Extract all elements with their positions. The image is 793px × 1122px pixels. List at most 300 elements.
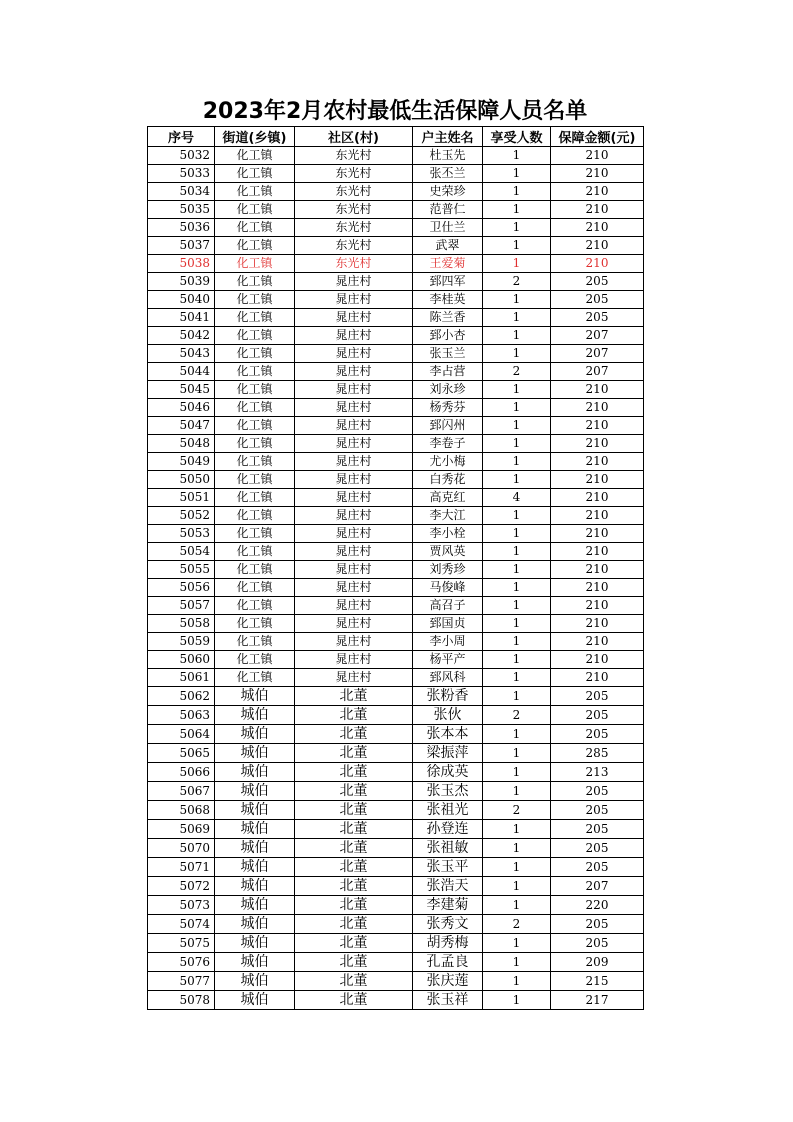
cell-index: 5042	[148, 327, 215, 345]
cell-amount: 210	[551, 561, 644, 579]
cell-index: 5035	[148, 201, 215, 219]
cell-town: 化工镇	[215, 561, 295, 579]
table-row	[148, 687, 644, 706]
cell-village: 东光村	[295, 255, 413, 273]
cell-householder: 张秀文	[413, 915, 483, 934]
cell-amount: 215	[551, 972, 644, 991]
cell-village: 北董	[295, 991, 413, 1010]
cell-town: 化工镇	[215, 363, 295, 381]
cell-householder: 史荣珍	[413, 183, 483, 201]
table-row	[148, 543, 644, 561]
cell-amount: 210	[551, 255, 644, 273]
table-row	[148, 744, 644, 763]
cell-count: 1	[483, 201, 551, 219]
cell-amount: 205	[551, 706, 644, 725]
cell-count: 1	[483, 219, 551, 237]
cell-town: 化工镇	[215, 597, 295, 615]
cell-amount: 205	[551, 801, 644, 820]
table-row	[148, 219, 644, 237]
cell-householder: 张本本	[413, 725, 483, 744]
cell-index: 5077	[148, 972, 215, 991]
table-row	[148, 782, 644, 801]
cell-village: 东光村	[295, 165, 413, 183]
cell-householder: 郅国贞	[413, 615, 483, 633]
cell-householder: 胡秀梅	[413, 934, 483, 953]
table-row	[148, 820, 644, 839]
cell-index: 5044	[148, 363, 215, 381]
cell-index: 5036	[148, 219, 215, 237]
cell-amount: 210	[551, 633, 644, 651]
cell-index: 5063	[148, 706, 215, 725]
cell-householder: 张玉杰	[413, 782, 483, 801]
cell-village: 东光村	[295, 219, 413, 237]
cell-index: 5040	[148, 291, 215, 309]
cell-householder: 张玉兰	[413, 345, 483, 363]
table-row	[148, 877, 644, 896]
cell-village: 北董	[295, 858, 413, 877]
cell-village: 晁庄村	[295, 399, 413, 417]
cell-amount: 205	[551, 858, 644, 877]
header-index: 序号	[148, 127, 215, 147]
cell-count: 1	[483, 651, 551, 669]
cell-householder: 张庆莲	[413, 972, 483, 991]
table-row	[148, 471, 644, 489]
cell-amount: 210	[551, 669, 644, 687]
table-row	[148, 435, 644, 453]
cell-village: 北董	[295, 687, 413, 706]
cell-count: 1	[483, 291, 551, 309]
cell-town: 化工镇	[215, 237, 295, 255]
cell-amount: 210	[551, 489, 644, 507]
cell-village: 晁庄村	[295, 597, 413, 615]
cell-amount: 210	[551, 525, 644, 543]
cell-householder: 李卷子	[413, 435, 483, 453]
table-row	[148, 165, 644, 183]
table-row	[148, 399, 644, 417]
cell-town: 化工镇	[215, 435, 295, 453]
cell-town: 城伯	[215, 858, 295, 877]
cell-town: 化工镇	[215, 453, 295, 471]
cell-amount: 210	[551, 579, 644, 597]
cell-count: 1	[483, 399, 551, 417]
header-amount: 保障金额(元)	[551, 127, 644, 147]
cell-count: 1	[483, 896, 551, 915]
cell-count: 1	[483, 381, 551, 399]
cell-index: 5059	[148, 633, 215, 651]
cell-index: 5062	[148, 687, 215, 706]
cell-town: 城伯	[215, 725, 295, 744]
cell-amount: 210	[551, 147, 644, 165]
cell-town: 化工镇	[215, 669, 295, 687]
cell-village: 北董	[295, 953, 413, 972]
cell-village: 晁庄村	[295, 381, 413, 399]
table-row	[148, 291, 644, 309]
cell-amount: 205	[551, 915, 644, 934]
table-row	[148, 453, 644, 471]
cell-index: 5051	[148, 489, 215, 507]
cell-count: 1	[483, 435, 551, 453]
cell-town: 化工镇	[215, 219, 295, 237]
cell-index: 5032	[148, 147, 215, 165]
cell-count: 1	[483, 725, 551, 744]
cell-householder: 张祖敏	[413, 839, 483, 858]
cell-village: 晁庄村	[295, 579, 413, 597]
cell-village: 东光村	[295, 201, 413, 219]
cell-householder: 郅四军	[413, 273, 483, 291]
cell-count: 1	[483, 255, 551, 273]
header-village: 社区(村)	[295, 127, 413, 147]
cell-count: 1	[483, 417, 551, 435]
cell-town: 城伯	[215, 687, 295, 706]
cell-index: 5069	[148, 820, 215, 839]
cell-village: 晁庄村	[295, 453, 413, 471]
cell-village: 晁庄村	[295, 525, 413, 543]
recipients-table	[147, 126, 644, 1010]
table-row	[148, 858, 644, 877]
table-row	[148, 507, 644, 525]
cell-count: 1	[483, 877, 551, 896]
cell-householder: 高召子	[413, 597, 483, 615]
cell-amount: 210	[551, 399, 644, 417]
cell-village: 晁庄村	[295, 669, 413, 687]
cell-index: 5055	[148, 561, 215, 579]
cell-householder: 白秀花	[413, 471, 483, 489]
cell-count: 1	[483, 839, 551, 858]
cell-village: 晁庄村	[295, 417, 413, 435]
cell-town: 化工镇	[215, 525, 295, 543]
cell-town: 化工镇	[215, 255, 295, 273]
cell-index: 5064	[148, 725, 215, 744]
cell-amount: 210	[551, 453, 644, 471]
cell-village: 北董	[295, 877, 413, 896]
cell-index: 5065	[148, 744, 215, 763]
cell-village: 北董	[295, 820, 413, 839]
cell-householder: 张浩天	[413, 877, 483, 896]
cell-amount: 210	[551, 237, 644, 255]
table-row	[148, 615, 644, 633]
cell-index: 5067	[148, 782, 215, 801]
cell-index: 5053	[148, 525, 215, 543]
cell-amount: 220	[551, 896, 644, 915]
cell-count: 1	[483, 327, 551, 345]
cell-village: 晁庄村	[295, 435, 413, 453]
cell-amount: 205	[551, 934, 644, 953]
cell-town: 城伯	[215, 877, 295, 896]
cell-town: 化工镇	[215, 543, 295, 561]
cell-amount: 285	[551, 744, 644, 763]
table-row	[148, 953, 644, 972]
table-row	[148, 525, 644, 543]
cell-village: 晁庄村	[295, 633, 413, 651]
page-title: 2023年2月农村最低生活保障人员名单	[202, 99, 588, 124]
cell-village: 北董	[295, 839, 413, 858]
cell-town: 化工镇	[215, 165, 295, 183]
cell-count: 1	[483, 471, 551, 489]
table-row	[148, 896, 644, 915]
cell-count: 1	[483, 309, 551, 327]
cell-amount: 205	[551, 309, 644, 327]
cell-amount: 210	[551, 471, 644, 489]
cell-amount: 210	[551, 201, 644, 219]
cell-count: 1	[483, 597, 551, 615]
cell-count: 1	[483, 744, 551, 763]
table-row	[148, 633, 644, 651]
cell-village: 晁庄村	[295, 489, 413, 507]
cell-town: 化工镇	[215, 507, 295, 525]
cell-index: 5057	[148, 597, 215, 615]
cell-village: 晁庄村	[295, 651, 413, 669]
cell-index: 5066	[148, 763, 215, 782]
cell-count: 1	[483, 972, 551, 991]
cell-householder: 李小栓	[413, 525, 483, 543]
cell-town: 化工镇	[215, 417, 295, 435]
header-town: 街道(乡镇)	[215, 127, 295, 147]
cell-index: 5075	[148, 934, 215, 953]
cell-householder: 杨秀芬	[413, 399, 483, 417]
table-row	[148, 237, 644, 255]
cell-count: 1	[483, 669, 551, 687]
cell-count: 1	[483, 453, 551, 471]
cell-count: 1	[483, 525, 551, 543]
table-row	[148, 183, 644, 201]
cell-village: 北董	[295, 725, 413, 744]
cell-householder: 郅风科	[413, 669, 483, 687]
cell-index: 5045	[148, 381, 215, 399]
cell-village: 晁庄村	[295, 363, 413, 381]
cell-householder: 郅闪州	[413, 417, 483, 435]
cell-householder: 梁振萍	[413, 744, 483, 763]
cell-count: 2	[483, 915, 551, 934]
table-row	[148, 839, 644, 858]
cell-amount: 207	[551, 327, 644, 345]
cell-amount: 205	[551, 687, 644, 706]
cell-householder: 李占营	[413, 363, 483, 381]
cell-householder: 张伙	[413, 706, 483, 725]
cell-amount: 210	[551, 165, 644, 183]
cell-amount: 205	[551, 839, 644, 858]
cell-amount: 209	[551, 953, 644, 972]
cell-amount: 217	[551, 991, 644, 1010]
cell-town: 化工镇	[215, 183, 295, 201]
cell-index: 5049	[148, 453, 215, 471]
cell-count: 1	[483, 763, 551, 782]
cell-householder: 孙登连	[413, 820, 483, 839]
cell-town: 化工镇	[215, 651, 295, 669]
cell-index: 5034	[148, 183, 215, 201]
cell-count: 1	[483, 820, 551, 839]
table-row	[148, 915, 644, 934]
cell-index: 5070	[148, 839, 215, 858]
cell-count: 1	[483, 858, 551, 877]
cell-town: 城伯	[215, 820, 295, 839]
cell-amount: 213	[551, 763, 644, 782]
cell-town: 化工镇	[215, 201, 295, 219]
cell-householder: 李小周	[413, 633, 483, 651]
cell-householder: 张祖光	[413, 801, 483, 820]
cell-householder: 徐成英	[413, 763, 483, 782]
table-row	[148, 763, 644, 782]
cell-count: 1	[483, 345, 551, 363]
cell-householder: 张玉平	[413, 858, 483, 877]
cell-town: 化工镇	[215, 399, 295, 417]
cell-index: 5074	[148, 915, 215, 934]
cell-town: 化工镇	[215, 273, 295, 291]
cell-town: 城伯	[215, 763, 295, 782]
cell-householder: 杜玉先	[413, 147, 483, 165]
cell-amount: 210	[551, 651, 644, 669]
cell-index: 5033	[148, 165, 215, 183]
cell-index: 5046	[148, 399, 215, 417]
cell-index: 5043	[148, 345, 215, 363]
cell-village: 东光村	[295, 237, 413, 255]
cell-householder: 杨平产	[413, 651, 483, 669]
cell-amount: 205	[551, 820, 644, 839]
cell-village: 晁庄村	[295, 507, 413, 525]
cell-count: 4	[483, 489, 551, 507]
cell-village: 晁庄村	[295, 561, 413, 579]
cell-index: 5060	[148, 651, 215, 669]
table-header-row	[148, 127, 644, 147]
cell-amount: 210	[551, 597, 644, 615]
cell-amount: 207	[551, 345, 644, 363]
cell-householder: 陈兰香	[413, 309, 483, 327]
cell-index: 5050	[148, 471, 215, 489]
cell-householder: 张丕兰	[413, 165, 483, 183]
cell-village: 晁庄村	[295, 291, 413, 309]
cell-householder: 王爱菊	[413, 255, 483, 273]
cell-householder: 马俊峰	[413, 579, 483, 597]
cell-village: 晁庄村	[295, 327, 413, 345]
cell-householder: 李大江	[413, 507, 483, 525]
table-row	[148, 327, 644, 345]
cell-town: 城伯	[215, 896, 295, 915]
cell-count: 1	[483, 543, 551, 561]
cell-amount: 210	[551, 417, 644, 435]
cell-amount: 210	[551, 435, 644, 453]
cell-village: 东光村	[295, 183, 413, 201]
cell-amount: 210	[551, 381, 644, 399]
cell-town: 城伯	[215, 934, 295, 953]
cell-village: 晁庄村	[295, 273, 413, 291]
cell-count: 1	[483, 237, 551, 255]
table-row	[148, 725, 644, 744]
cell-town: 化工镇	[215, 147, 295, 165]
cell-village: 北董	[295, 782, 413, 801]
cell-town: 城伯	[215, 782, 295, 801]
table-row	[148, 801, 644, 820]
cell-amount: 210	[551, 543, 644, 561]
cell-householder: 李建菊	[413, 896, 483, 915]
cell-index: 5073	[148, 896, 215, 915]
cell-town: 化工镇	[215, 471, 295, 489]
cell-count: 1	[483, 507, 551, 525]
cell-amount: 210	[551, 219, 644, 237]
cell-count: 2	[483, 273, 551, 291]
cell-village: 北董	[295, 934, 413, 953]
table-row	[148, 489, 644, 507]
cell-index: 5037	[148, 237, 215, 255]
cell-town: 城伯	[215, 839, 295, 858]
cell-town: 化工镇	[215, 579, 295, 597]
cell-count: 2	[483, 363, 551, 381]
cell-householder: 卫仕兰	[413, 219, 483, 237]
table-row	[148, 255, 644, 273]
cell-town: 城伯	[215, 953, 295, 972]
table-body	[148, 147, 644, 1010]
cell-index: 5048	[148, 435, 215, 453]
cell-index: 5038	[148, 255, 215, 273]
cell-index: 5061	[148, 669, 215, 687]
cell-count: 1	[483, 561, 551, 579]
table-row	[148, 273, 644, 291]
cell-town: 城伯	[215, 915, 295, 934]
table-row	[148, 201, 644, 219]
cell-householder: 张粉香	[413, 687, 483, 706]
cell-householder: 张玉祥	[413, 991, 483, 1010]
header-count: 享受人数	[483, 127, 551, 147]
cell-amount: 207	[551, 877, 644, 896]
table-row	[148, 417, 644, 435]
cell-householder: 郅小杏	[413, 327, 483, 345]
cell-count: 1	[483, 991, 551, 1010]
cell-village: 北董	[295, 763, 413, 782]
cell-village: 北董	[295, 744, 413, 763]
cell-householder: 刘永珍	[413, 381, 483, 399]
cell-village: 晁庄村	[295, 543, 413, 561]
cell-amount: 205	[551, 291, 644, 309]
cell-amount: 205	[551, 725, 644, 744]
cell-count: 1	[483, 934, 551, 953]
table-row	[148, 597, 644, 615]
cell-count: 1	[483, 183, 551, 201]
cell-village: 北董	[295, 706, 413, 725]
cell-town: 城伯	[215, 801, 295, 820]
table-row	[148, 706, 644, 725]
cell-amount: 205	[551, 273, 644, 291]
cell-village: 晁庄村	[295, 471, 413, 489]
cell-householder: 范普仁	[413, 201, 483, 219]
cell-village: 晁庄村	[295, 345, 413, 363]
cell-index: 5068	[148, 801, 215, 820]
cell-index: 5039	[148, 273, 215, 291]
table-row	[148, 991, 644, 1010]
table-row	[148, 972, 644, 991]
cell-town: 化工镇	[215, 291, 295, 309]
cell-amount: 207	[551, 363, 644, 381]
cell-town: 城伯	[215, 972, 295, 991]
cell-index: 5056	[148, 579, 215, 597]
cell-village: 北董	[295, 915, 413, 934]
cell-town: 城伯	[215, 706, 295, 725]
cell-count: 1	[483, 147, 551, 165]
cell-householder: 孔孟良	[413, 953, 483, 972]
cell-town: 城伯	[215, 744, 295, 763]
cell-householder: 刘秀珍	[413, 561, 483, 579]
table-row	[148, 669, 644, 687]
cell-index: 5052	[148, 507, 215, 525]
cell-index: 5078	[148, 991, 215, 1010]
cell-town: 化工镇	[215, 489, 295, 507]
cell-index: 5041	[148, 309, 215, 327]
table-row	[148, 363, 644, 381]
cell-town: 城伯	[215, 991, 295, 1010]
cell-householder: 李桂英	[413, 291, 483, 309]
table-row	[148, 309, 644, 327]
header-householder: 户主姓名	[413, 127, 483, 147]
cell-count: 1	[483, 687, 551, 706]
cell-householder: 尤小梅	[413, 453, 483, 471]
cell-count: 1	[483, 782, 551, 801]
